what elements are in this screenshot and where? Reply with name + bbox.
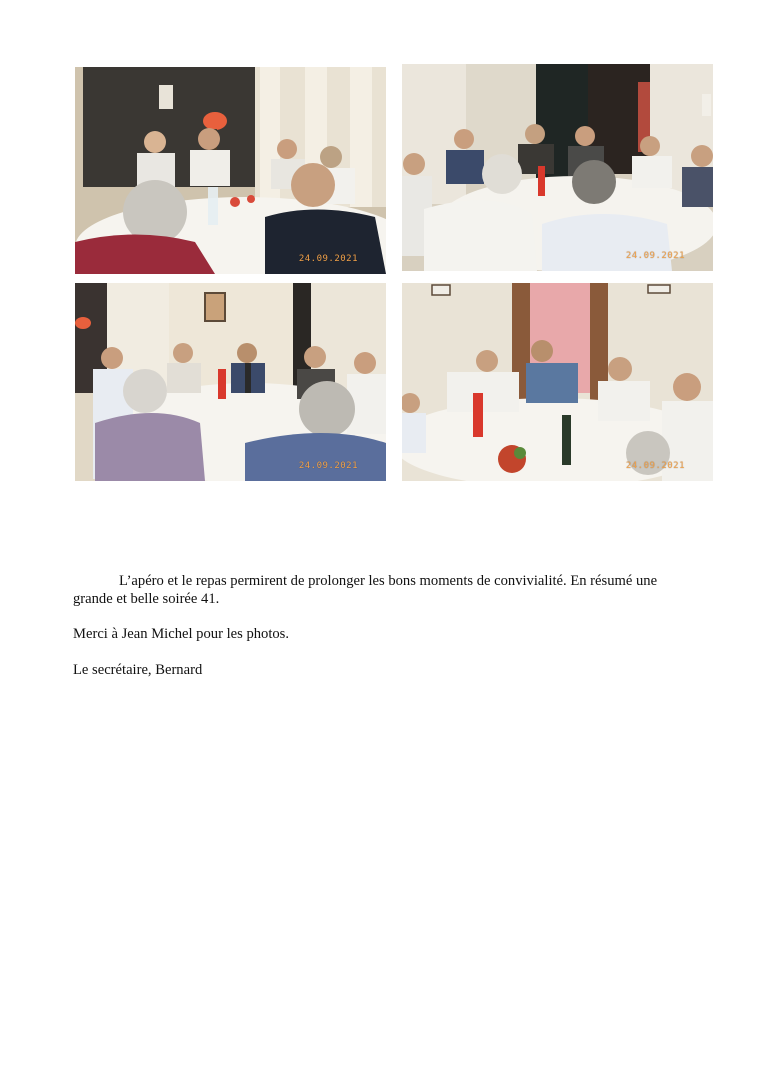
dinner-photo-3 <box>75 283 386 481</box>
photo-date-stamp: 24.09.2021 <box>625 251 685 261</box>
signature-line: Le secrétaire, Bernard <box>73 662 203 678</box>
dinner-photo-2 <box>402 64 713 271</box>
thanks-paragraph: Merci à Jean Michel pour les photos. <box>73 626 290 642</box>
photo-date-stamp: 24.09.2021 <box>298 461 358 471</box>
dinner-photo-1 <box>75 67 386 274</box>
photo-date-stamp: 24.09.2021 <box>625 461 685 471</box>
body-paragraph: L’apéro et le repas permirent de prolonger les bons moments de convivialité. En résumé une grande et belle soirée 41. <box>73 573 658 607</box>
photo-date-stamp: 24.09.2021 <box>298 254 358 264</box>
dinner-photo-4 <box>402 283 713 481</box>
